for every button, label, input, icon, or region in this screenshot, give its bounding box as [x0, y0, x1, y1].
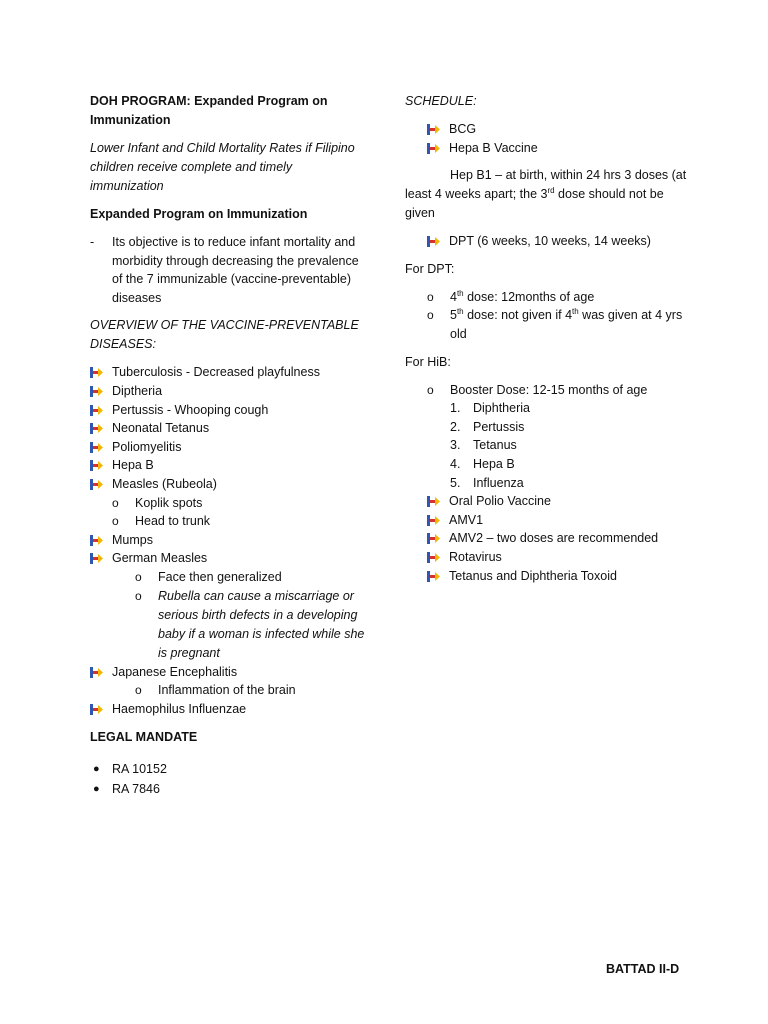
numbered-item: 2. Pertussis — [450, 419, 525, 434]
list-item: Oral Polio Vaccine — [427, 492, 690, 511]
numbered-item: 5. Influenza — [450, 475, 524, 490]
list-item: ● RA 7846 — [93, 782, 160, 797]
legal-heading: LEGAL MANDATE — [90, 730, 198, 745]
arrow-bullet-icon — [90, 460, 104, 471]
arrow-bullet-icon — [90, 553, 104, 564]
hib-list — [427, 381, 690, 493]
sub-item: o 4th dose: 12months of age — [427, 288, 595, 304]
list-item: Pertussis - Whooping cough — [90, 401, 368, 420]
arrow-bullet-icon — [427, 571, 441, 582]
arrow-bullet-icon — [427, 496, 441, 507]
list-item: Neonatal Tetanus — [90, 419, 368, 438]
sub-item: o Face then generalized — [135, 569, 282, 584]
list-item: Mumps — [90, 531, 368, 550]
list-item: BCG — [427, 120, 690, 139]
objective-list — [90, 233, 368, 307]
left-column — [90, 92, 368, 799]
sub-item: o Booster Dose: 12-15 months of age 1. Diphtheria 2. Pertussis 3. Tetanus 4. Hepa B 5. Influenza — [427, 381, 690, 493]
disease-list — [90, 363, 368, 718]
list-item: Hepa B — [90, 456, 368, 475]
for-hib-heading: For HiB: — [405, 354, 451, 369]
list-item: Rotavirus — [427, 548, 690, 567]
arrow-bullet-icon — [90, 367, 104, 378]
sub-list — [135, 568, 368, 663]
dpt-list — [427, 232, 690, 251]
arrow-bullet-icon — [90, 535, 104, 546]
footer-author: BATTAD II-D — [606, 962, 680, 976]
schedule-heading: SCHEDULE: — [405, 94, 477, 108]
list-item: German Measles o Face then generalized o Rubella can cause a miscarriage or serious birth defects in a developing baby if a woman is infected while she is pregnant — [90, 549, 368, 662]
overview-heading: OVERVIEW OF THE VACCINE-PREVENTABLE DISEASES: — [90, 318, 359, 352]
list-item: Measles (Rubeola) o Koplik spots o Head to trunk — [90, 475, 368, 531]
list-item: Poliomyelitis — [90, 438, 368, 457]
arrow-bullet-icon — [427, 533, 441, 544]
schedule-list — [427, 120, 690, 157]
right-column — [405, 92, 690, 585]
hepb1-note: Hep B1 – at birth, within 24 hrs 3 doses (at least 4 weeks apart; the 3rd dose should not be given — [405, 168, 687, 221]
arrow-bullet-icon — [90, 667, 104, 678]
list-item: Hepa B Vaccine — [427, 139, 690, 158]
numbered-item: 4. Hepa B — [450, 456, 515, 471]
sub-item: o Rubella can cause a miscarriage or serious birth defects in a developing baby if a woman is infected while she is pregnant — [135, 588, 365, 660]
for-dpt-heading: For DPT: — [405, 261, 455, 276]
arrow-bullet-icon — [427, 143, 441, 154]
sub-item: o 5th dose: not given if 4th was given at 4 yrs old — [427, 307, 683, 341]
arrow-bullet-icon — [90, 423, 104, 434]
arrow-bullet-icon — [90, 704, 104, 715]
list-item: Japanese Encephalitis o Inflammation of the brain — [90, 663, 368, 700]
arrow-bullet-icon — [427, 515, 441, 526]
sub-item: o Inflammation of the brain — [135, 683, 296, 698]
list-item: Diptheria — [90, 382, 368, 401]
list-item: Tuberculosis - Decreased playfulness — [90, 363, 368, 382]
document-title: DOH PROGRAM: Expanded Program on Immunization — [90, 94, 328, 127]
list-item: Haemophilus Influenzae — [90, 700, 368, 719]
list-item: DPT (6 weeks, 10 weeks, 14 weeks) — [427, 232, 690, 251]
arrow-bullet-icon — [90, 442, 104, 453]
hib-numbered-list — [450, 399, 690, 492]
document-subtitle: Lower Infant and Child Mortality Rates if Filipino children receive complete and timely immunization — [90, 141, 355, 193]
list-item: AMV2 – two doses are recommended — [427, 529, 690, 548]
arrow-bullet-icon — [90, 386, 104, 397]
sub-item: o Koplik spots — [112, 495, 203, 510]
sub-list — [112, 494, 368, 531]
sub-item: o Head to trunk — [112, 514, 211, 529]
arrow-bullet-icon — [427, 552, 441, 563]
numbered-item: 1. Diphtheria — [450, 401, 530, 416]
epi-heading: Expanded Program on Immunization — [90, 207, 308, 221]
sub-list — [135, 681, 368, 700]
dpt-dose-list — [427, 288, 690, 344]
vaccine-list — [427, 492, 690, 585]
legal-list — [90, 759, 368, 799]
objective-item: - Its objective is to reduce infant mortality and morbidity through decreasing the prevalence of the 7 immunizable (vaccine-preventable) diseases — [90, 235, 359, 305]
list-item: AMV1 — [427, 511, 690, 530]
arrow-bullet-icon — [90, 405, 104, 416]
list-item: Tetanus and Diphtheria Toxoid — [427, 567, 690, 586]
arrow-bullet-icon — [90, 479, 104, 490]
numbered-item: 3. Tetanus — [450, 438, 517, 453]
arrow-bullet-icon — [427, 124, 441, 135]
arrow-bullet-icon — [427, 236, 441, 247]
list-item: ● RA 10152 — [93, 762, 167, 777]
